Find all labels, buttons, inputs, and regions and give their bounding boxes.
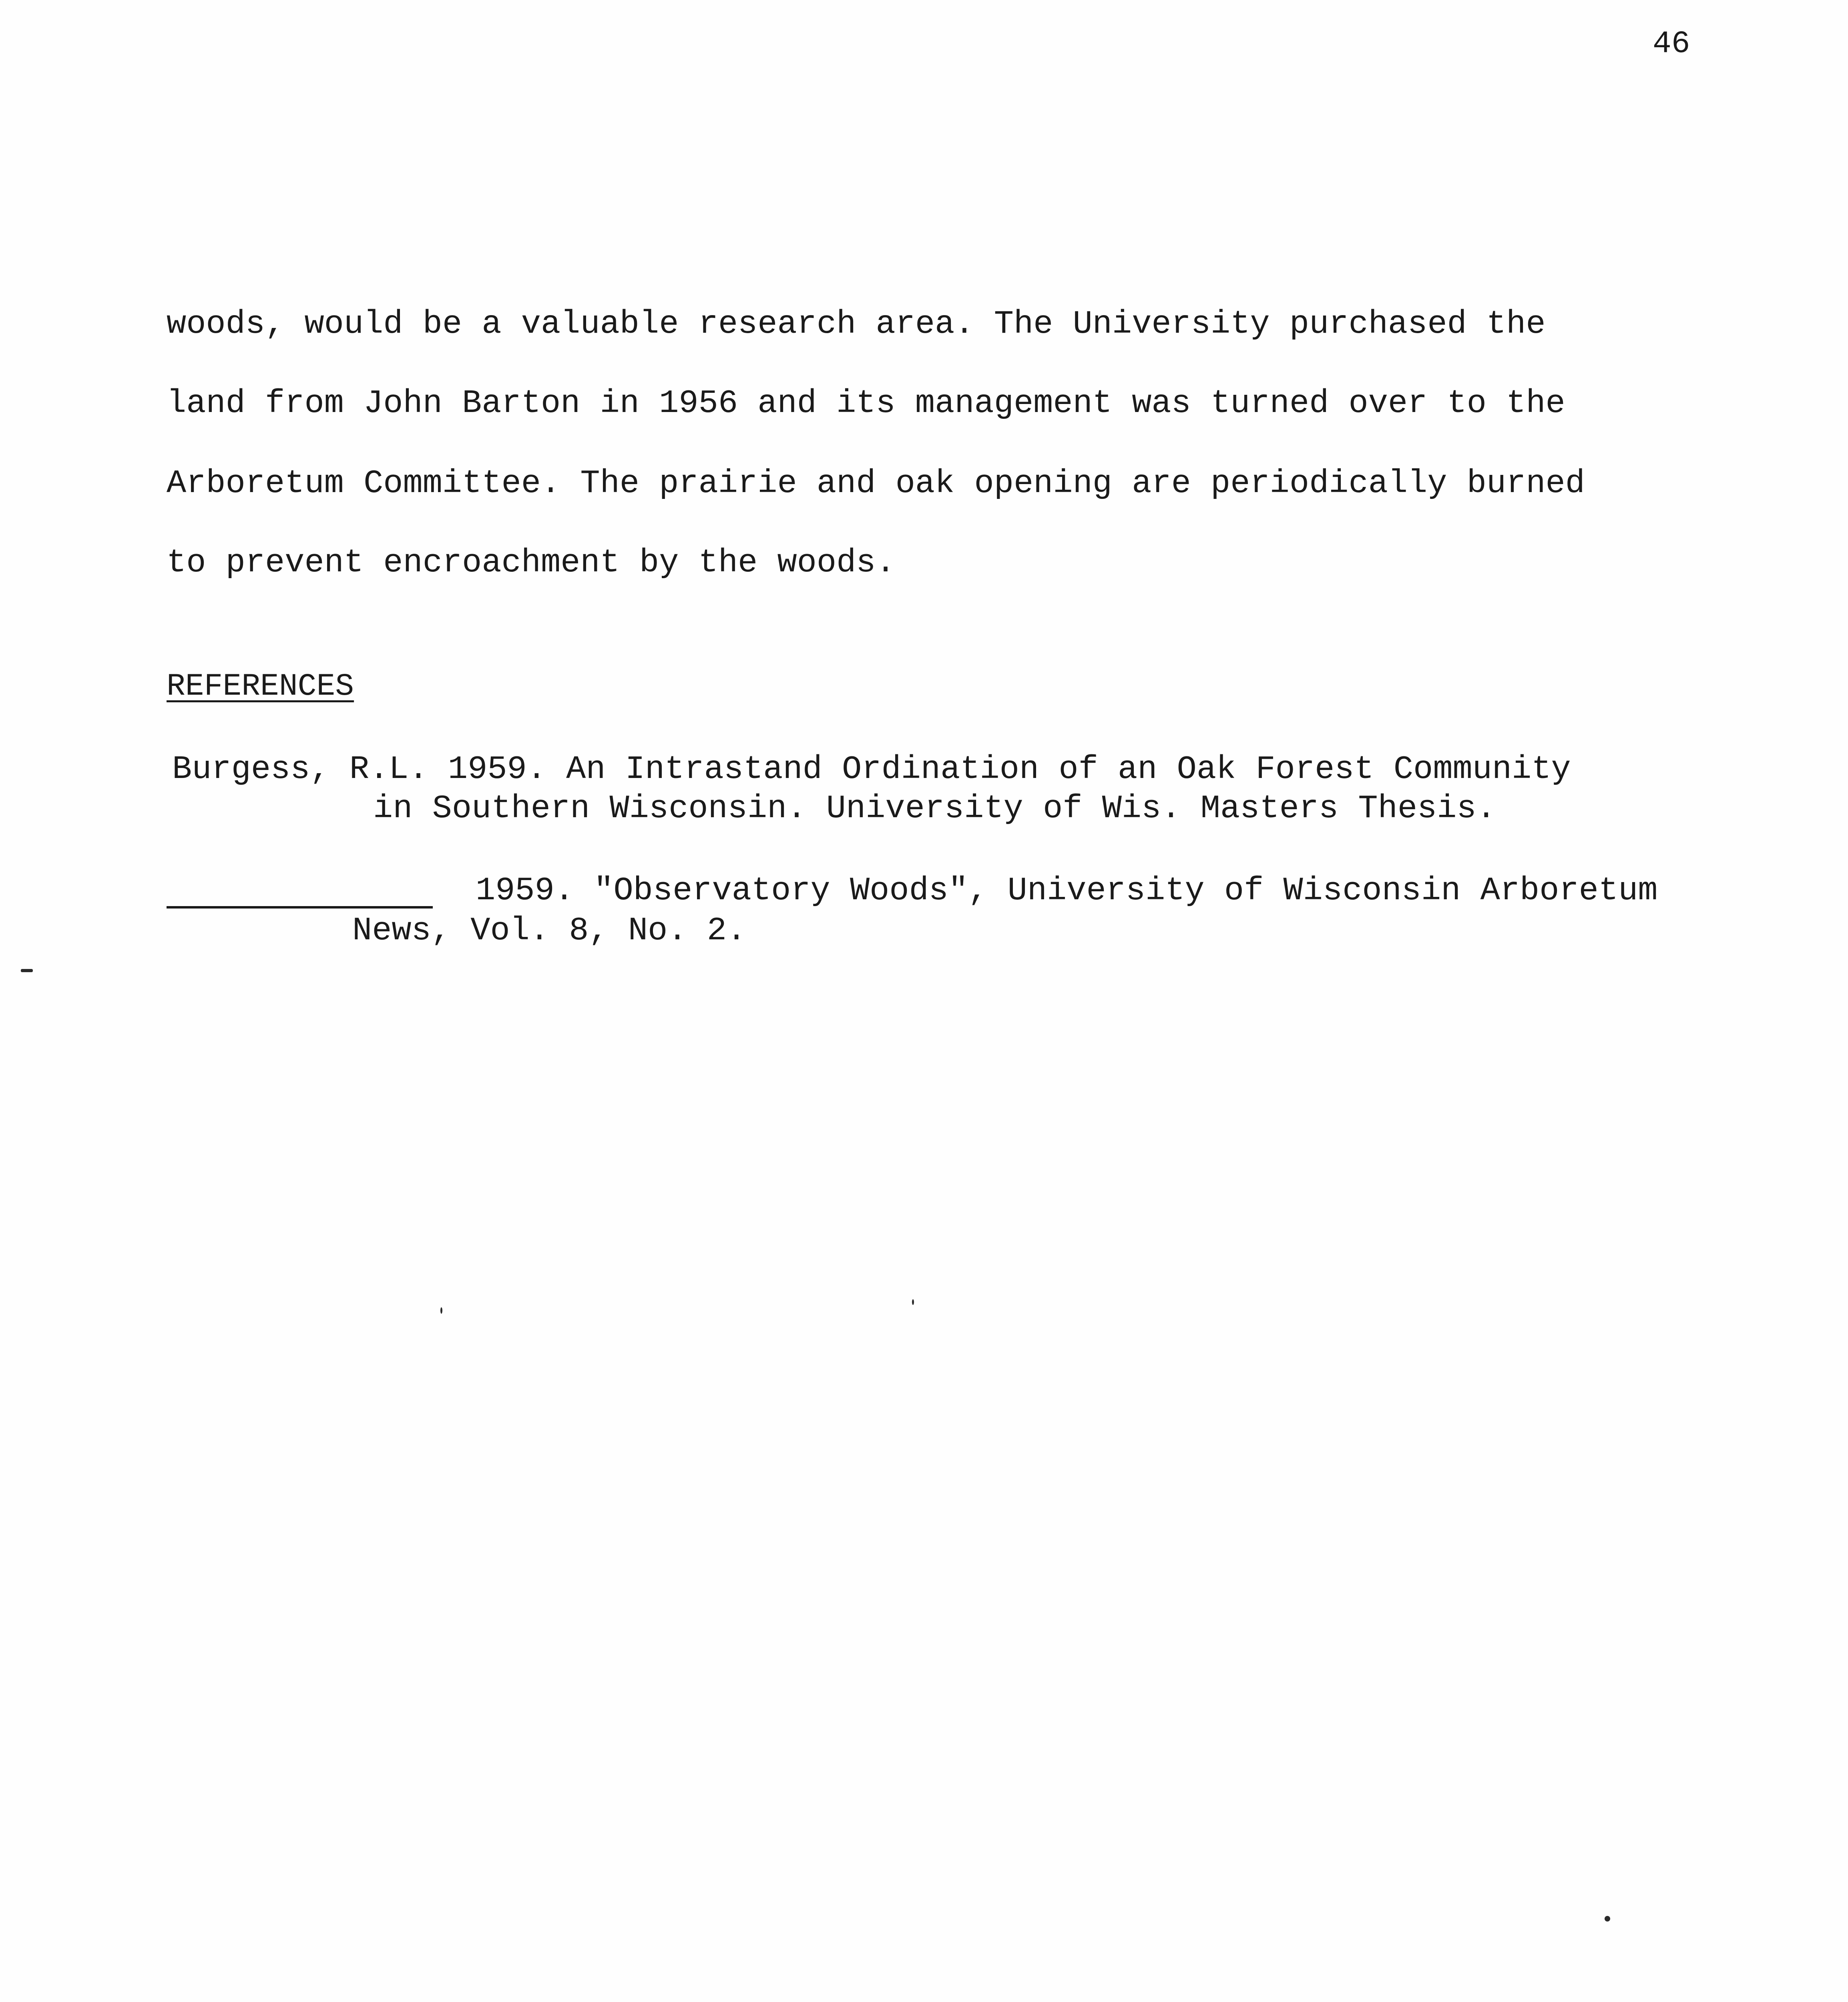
scan-speck xyxy=(912,1299,914,1305)
scan-speck xyxy=(1605,1916,1610,1922)
page-number: 46 xyxy=(1653,26,1690,62)
reference-2-line-2: News, Vol. 8, No. 2. xyxy=(352,912,747,949)
ditto-author-rule xyxy=(167,906,433,909)
reference-2-line-1: 1959. "Observatory Woods", University of Wisconsin Arboretum xyxy=(476,872,1658,909)
body-text-line: land from John Barton in 1956 and its management was turned over to the xyxy=(167,385,1565,422)
body-text-line: Arboretum Committee. The prairie and oak opening are periodically burned xyxy=(167,465,1585,502)
reference-1-line-1: Burgess, R.L. 1959. An Intrastand Ordination of an Oak Forest Community xyxy=(172,751,1571,788)
scan-mark xyxy=(21,969,33,972)
references-heading: REFERENCES xyxy=(167,669,354,704)
body-text-line: to prevent encroachment by the woods. xyxy=(167,544,896,581)
reference-1-line-2: in Southern Wisconsin. University of Wis. Masters Thesis. xyxy=(373,790,1496,827)
body-text-line: woods, would be a valuable research area. The University purchased the xyxy=(167,306,1546,343)
scan-speck xyxy=(440,1307,442,1314)
